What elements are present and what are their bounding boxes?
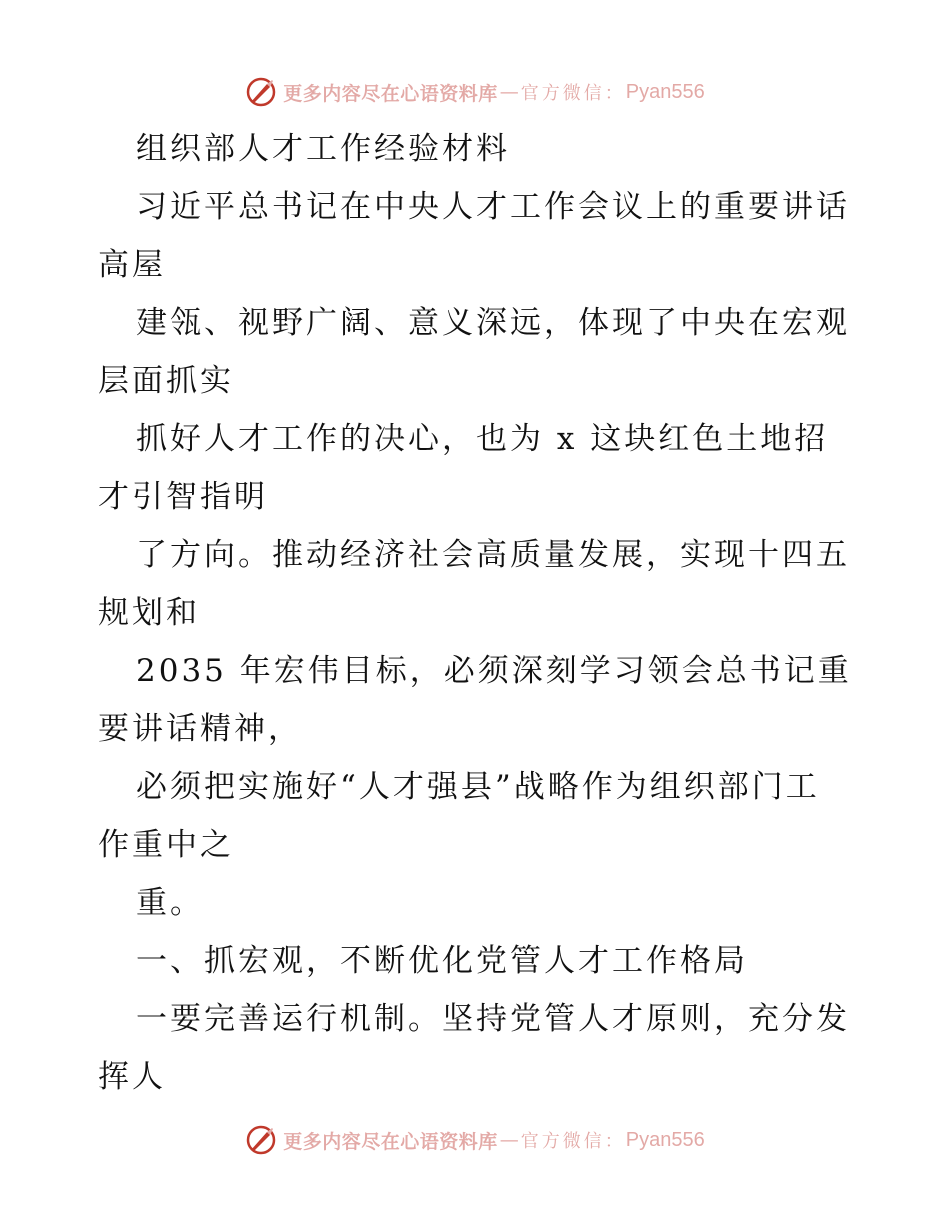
- header-watermark-banner: [0, 72, 950, 112]
- paragraph-line: 习近平总书记在中央人才工作会议上的重要讲话: [136, 189, 850, 225]
- quill-pen-logo-icon: [245, 1124, 277, 1156]
- paragraph-line: 挥人: [98, 1059, 166, 1095]
- paragraph-line: 要讲话精神，: [98, 711, 302, 747]
- watermark-dash: —: [499, 1129, 519, 1151]
- section-heading: 一、抓宏观，不断优化党管人才工作格局: [136, 943, 748, 979]
- paragraph-line: 规划和: [98, 595, 200, 631]
- watermark-dash: —: [499, 81, 519, 103]
- quill-pen-logo-icon: [245, 76, 277, 108]
- paragraph-line: 抓好人才工作的决心，也为 x 这块红色土地招: [136, 421, 829, 457]
- paragraph-line: 重。: [136, 885, 204, 921]
- watermark-wechat-id: Pyan556: [625, 1128, 705, 1151]
- watermark-wechat-id: Pyan556: [625, 80, 705, 103]
- footer-watermark-banner: [0, 1120, 950, 1160]
- watermark-wechat-label: 官方微信：: [520, 83, 626, 104]
- watermark-site-text: 更多内容尽在心语资料库: [283, 1130, 498, 1153]
- watermark-site-text: 更多内容尽在心语资料库: [283, 82, 498, 105]
- paragraph-line: 2035 年宏伟目标，必须深刻学习领会总书记重: [136, 653, 852, 689]
- paragraph-line: 了方向。推动经济社会高质量发展，实现十四五: [136, 537, 850, 573]
- document-body: [98, 120, 858, 1106]
- paragraph-line: 作重中之: [98, 827, 234, 863]
- paragraph-line: 建瓴、视野广阔、意义深远，体现了中央在宏观: [136, 305, 850, 341]
- document-title: 组织部人才工作经验材料: [136, 131, 510, 167]
- paragraph-line: 高屋: [98, 247, 166, 283]
- watermark-wechat-label: 官方微信：: [520, 1131, 626, 1152]
- paragraph-line: 才引智指明: [98, 479, 268, 515]
- paragraph-line: 层面抓实: [98, 363, 234, 399]
- paragraph-line: 必须把实施好“人才强县”战略作为组织部门工: [136, 769, 820, 805]
- paragraph-line: 一要完善运行机制。坚持党管人才原则，充分发: [136, 1001, 850, 1037]
